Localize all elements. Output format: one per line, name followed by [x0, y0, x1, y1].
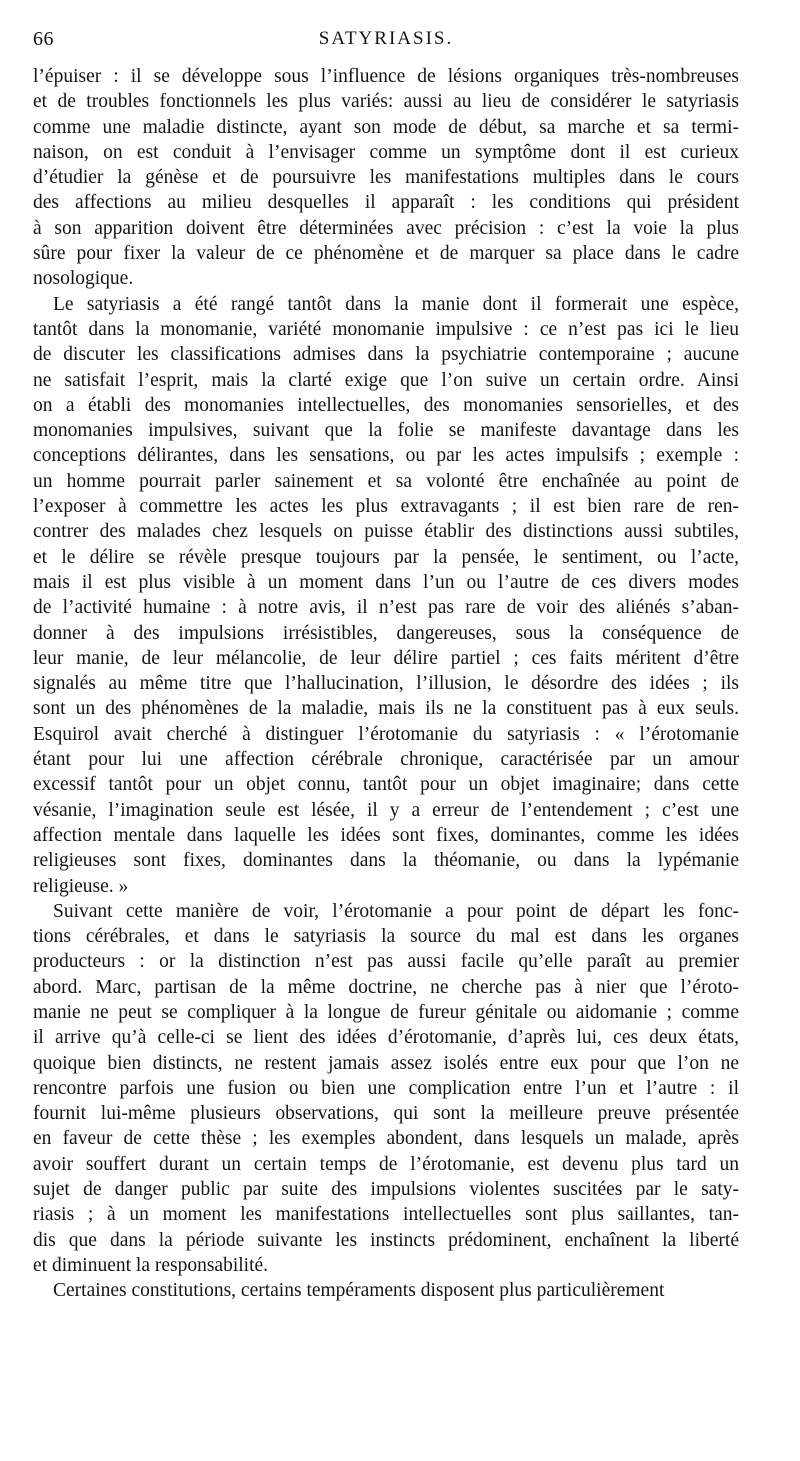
text-line: tantôt dans la monomanie, variété monomanie impulsive : ce n’est pas ici le lieu: [33, 318, 739, 340]
text-line: riasis ; à un moment les manifestations intellectuelles sont plus saillantes, tan-: [33, 1204, 739, 1226]
text-line: fournit lui-même plusieurs observations, qui sont la meilleure preuve présentée: [33, 1103, 739, 1125]
text-line: mais il est plus visible à un moment dans l’un ou l’autre de ces divers modes: [33, 571, 739, 593]
text-line: Le satyriasis a été rangé tantôt dans la manie dont il formerait une espèce,: [53, 293, 739, 315]
text-line: avoir souffert durant un certain temps de l’érotomanie, est devenu plus tard un: [33, 1153, 739, 1175]
text-line: ne satisfait l’esprit, mais la clarté exige que l’on suive un certain ordre. Ainsi: [33, 369, 739, 391]
text-line: en faveur de cette thèse ; les exemples abondent, dans lesquels un malade, après: [33, 1128, 739, 1150]
text-line: nosologique.: [33, 268, 134, 290]
text-line: excessif tantôt pour un objet connu, tantôt pour un objet imaginaire; dans cette: [33, 774, 739, 796]
text-line: religieuse. »: [33, 875, 129, 897]
text-line: de l’activité humaine : à notre avis, il n’est pas rare de voir des aliénés s’aban-: [33, 597, 739, 619]
text-line: comme une maladie distincte, ayant son mode de début, sa marche et sa termi-: [33, 116, 739, 138]
text-line: étant pour lui une affection cérébrale chronique, caractérisée par un amour: [33, 749, 739, 771]
body-text: [33, 64, 739, 1304]
text-line: l’épuiser : il se développe sous l’influence de lésions organiques très-nombreuses: [33, 66, 739, 87]
text-line: d’étudier la génèse et de poursuivre les manifestations multiples dans le cours: [33, 167, 739, 189]
text-line: contrer des malades chez lesquels on puisse établir des distinctions aussi subtiles,: [33, 521, 739, 543]
text-line: manie ne peut se compliquer à la longue de fureur génitale ou aidomanie ; comme: [33, 1001, 739, 1023]
text-line: de discuter les classifications admises dans la psychiatrie contemporaine ; aucune: [33, 344, 739, 366]
text-line: naison, on est conduit à l’envisager comme un symptôme dont il est curieux: [33, 141, 739, 163]
text-line: Esquirol avait cherché à distinguer l’érotomanie du satyriasis : « l’érotomanie: [33, 723, 739, 745]
text-line: dis que dans la période suivante les instincts prédominent, enchaînent la liberté: [33, 1229, 739, 1251]
text-line: monomanies impulsives, suivant que la folie se manifeste davantage dans les: [33, 420, 739, 442]
text-line: donner à des impulsions irrésistibles, dangereuses, sous la conséquence de: [33, 622, 739, 644]
text-line: sûre pour fixer la valeur de ce phénomène et de marquer sa place dans le cadre: [33, 243, 739, 265]
running-header: [33, 28, 739, 56]
text-line: signalés au même titre que l’hallucination, l’illusion, le désordre des idées ; ils: [33, 673, 739, 695]
paragraph: [33, 1278, 739, 1303]
text-line: rencontre parfois une fusion ou bien une complication entre l’un et l’autre : il: [33, 1077, 739, 1099]
text-line: quoique bien distincts, ne restent jamais assez isolés entre eux pour que l’on ne: [33, 1052, 739, 1074]
text-line: et le délire se révèle presque toujours par la pensée, le sentiment, ou l’acte,: [33, 546, 739, 568]
text-line: à son apparition doivent être déterminées avec précision : c’est la voie la plus: [33, 217, 739, 239]
text-line: religieuses sont fixes, dominantes dans la théomanie, ou dans la lypémanie: [33, 850, 739, 872]
text-line: conceptions délirantes, dans les sensations, ou par les actes impulsifs ; exemple :: [33, 445, 739, 467]
paragraph: [33, 899, 739, 1278]
text-line: leur manie, de leur mélancolie, de leur délire partiel ; ces faits méritent d’être: [33, 647, 739, 669]
text-line: un homme pourrait parler sainement et sa volonté être enchaînée au point de: [33, 470, 739, 492]
text-line: sujet de danger public par suite des impulsions violentes suscitées par le saty-: [33, 1179, 739, 1201]
paragraph: [33, 64, 739, 292]
text-line: producteurs : or la distinction n’est pas aussi facile qu’elle paraît au premier: [33, 951, 739, 973]
text-line: vésanie, l’imagination seule est lésée, il y a erreur de l’entendement ; c’est une: [33, 799, 739, 821]
text-line: et diminuent la responsabilité.: [33, 1254, 269, 1276]
text-line: Certaines constitutions, certains tempéraments disposent plus particulièrement: [53, 1280, 665, 1302]
text-line: Suivant cette manière de voir, l’érotomanie a pour point de départ les fonc-: [53, 900, 739, 922]
text-line: abord. Marc, partisan de la même doctrine, ne cherche pas à nier que l’éroto-: [33, 976, 739, 998]
text-line: il arrive qu’à celle-ci se lient des idées d’érotomanie, d’après lui, ces deux états,: [33, 1027, 739, 1049]
text-line: tions cérébrales, et dans le satyriasis la source du mal est dans les organes: [33, 926, 739, 948]
text-line: affection mentale dans laquelle les idées sont fixes, dominantes, comme les idées: [33, 824, 739, 846]
text-line: sont un des phénomènes de la maladie, mais ils ne la constituent pas à eux seuls.: [33, 698, 739, 720]
text-line: on a établi des monomanies intellectuelles, des monomanies sensorielles, et des: [33, 394, 739, 416]
text-line: des affections au milieu desquelles il apparaît : les conditions qui président: [33, 192, 739, 214]
running-title: SATYRIASIS.: [318, 28, 454, 49]
paragraph: [33, 292, 739, 899]
page-number: 66: [33, 28, 54, 50]
text-line: l’exposer à commettre les actes les plus extravagants ; il est bien rare de ren-: [33, 496, 739, 518]
text-line: et de troubles fonctionnels les plus variés: aussi au lieu de considérer le satyriasis: [33, 91, 739, 113]
